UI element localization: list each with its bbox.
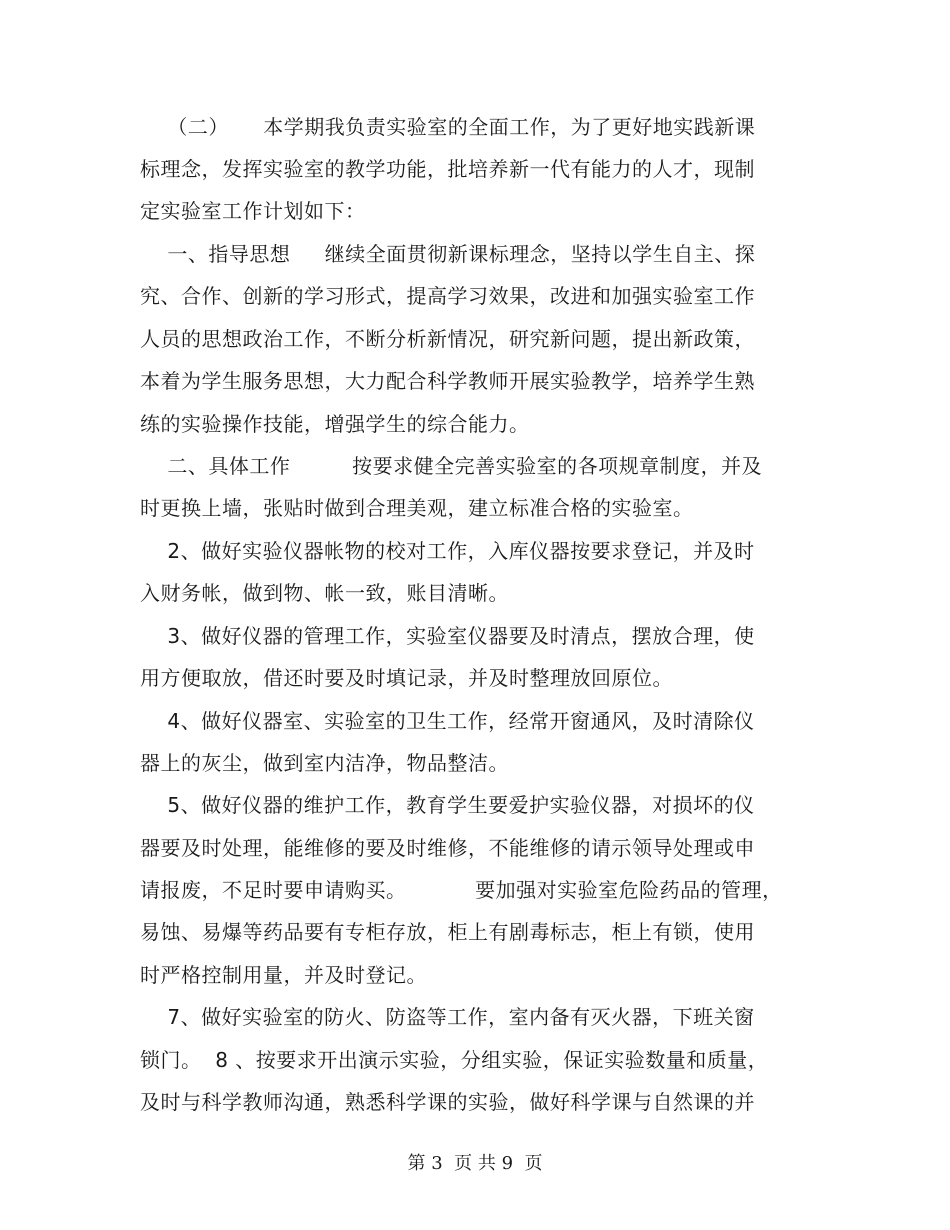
paragraph-line: 3、做好仪器的管理工作，实验室仪器要及时清点，摆放合理，使 [140,624,755,648]
paragraph-line: 器上的灰尘，做到室内洁净，物品整洁。 [140,751,509,775]
paragraph-line: 4、做好仪器室、实验室的卫生工作，经常开窗通风，及时清除仪 [140,709,755,733]
paragraph-line: 器要及时处理，能维修的要及时维修，不能维修的请示领导处理或申 [140,836,755,860]
paragraph-line: 易蚀、易爆等药品要有专柜存放，柜上有剧毒标志，柜上有锁，使用 [140,920,755,944]
paragraph-line: 请报废，不足时要申请购买。 要加强对实验室危险药品的管理， [140,878,783,902]
paragraph-line: 用方便取放，借还时要及时填记录，并及时整理放回原位。 [140,666,673,690]
paragraph-line: 2、做好实验仪器帐物的校对工作，入库仪器按要求登记，并及时 [140,539,755,563]
paragraph-line: 入财务帐，做到物、帐一致，账目清晰。 [140,581,509,605]
paragraph-line: 时严格控制用量，并及时登记。 [140,963,427,987]
paragraph-line: 二、具体工作 按要求健全完善实验室的各项规章制度，并及 [140,454,763,478]
paragraph-line: 练的实验操作技能，增强学生的综合能力。 [140,412,530,436]
paragraph-line: 本着为学生服务思想，大力配合科学教师开展实验教学，培养学生熟 [140,369,755,393]
paragraph-line: 时更换上墙，张贴时做到合理美观，建立标准合格的实验室。 [140,496,694,520]
paragraph-line: 锁门。 8 、按要求开出演示实验，分组实验，保证实验数量和质量， [140,1048,769,1072]
paragraph-line: 5、做好仪器的维护工作，教育学生要爱护实验仪器，对损坏的仪 [140,793,755,817]
paragraph-line: （二） 本学期我负责实验室的全面工作，为了更好地实践新课 [140,115,756,139]
paragraph-line: 及时与科学教师沟通，熟悉科学课的实验，做好科学课与自然课的并 [140,1090,755,1114]
paragraph-line: 标理念，发挥实验室的教学功能，批培养新一代有能力的人才，现制 [140,157,755,181]
paragraph-line: 人员的思想政治工作，不断分析新情况，研究新问题，提出新政策， [140,327,755,351]
paragraph-line: 7、做好实验室的防火、防盗等工作，室内备有灭火器，下班关窗 [140,1005,755,1029]
paragraph-line: 究、合作、创新的学习形式，提高学习效果，改进和加强实验室工作 [140,284,755,308]
page-number-footer: 第 3 页 共 9 页 [407,1153,543,1174]
paragraph-line: 一、指导思想 继续全面贯彻新课标理念，坚持以学生自主、探 [140,242,756,266]
paragraph-line: 定实验室工作计划如下： [140,199,366,223]
